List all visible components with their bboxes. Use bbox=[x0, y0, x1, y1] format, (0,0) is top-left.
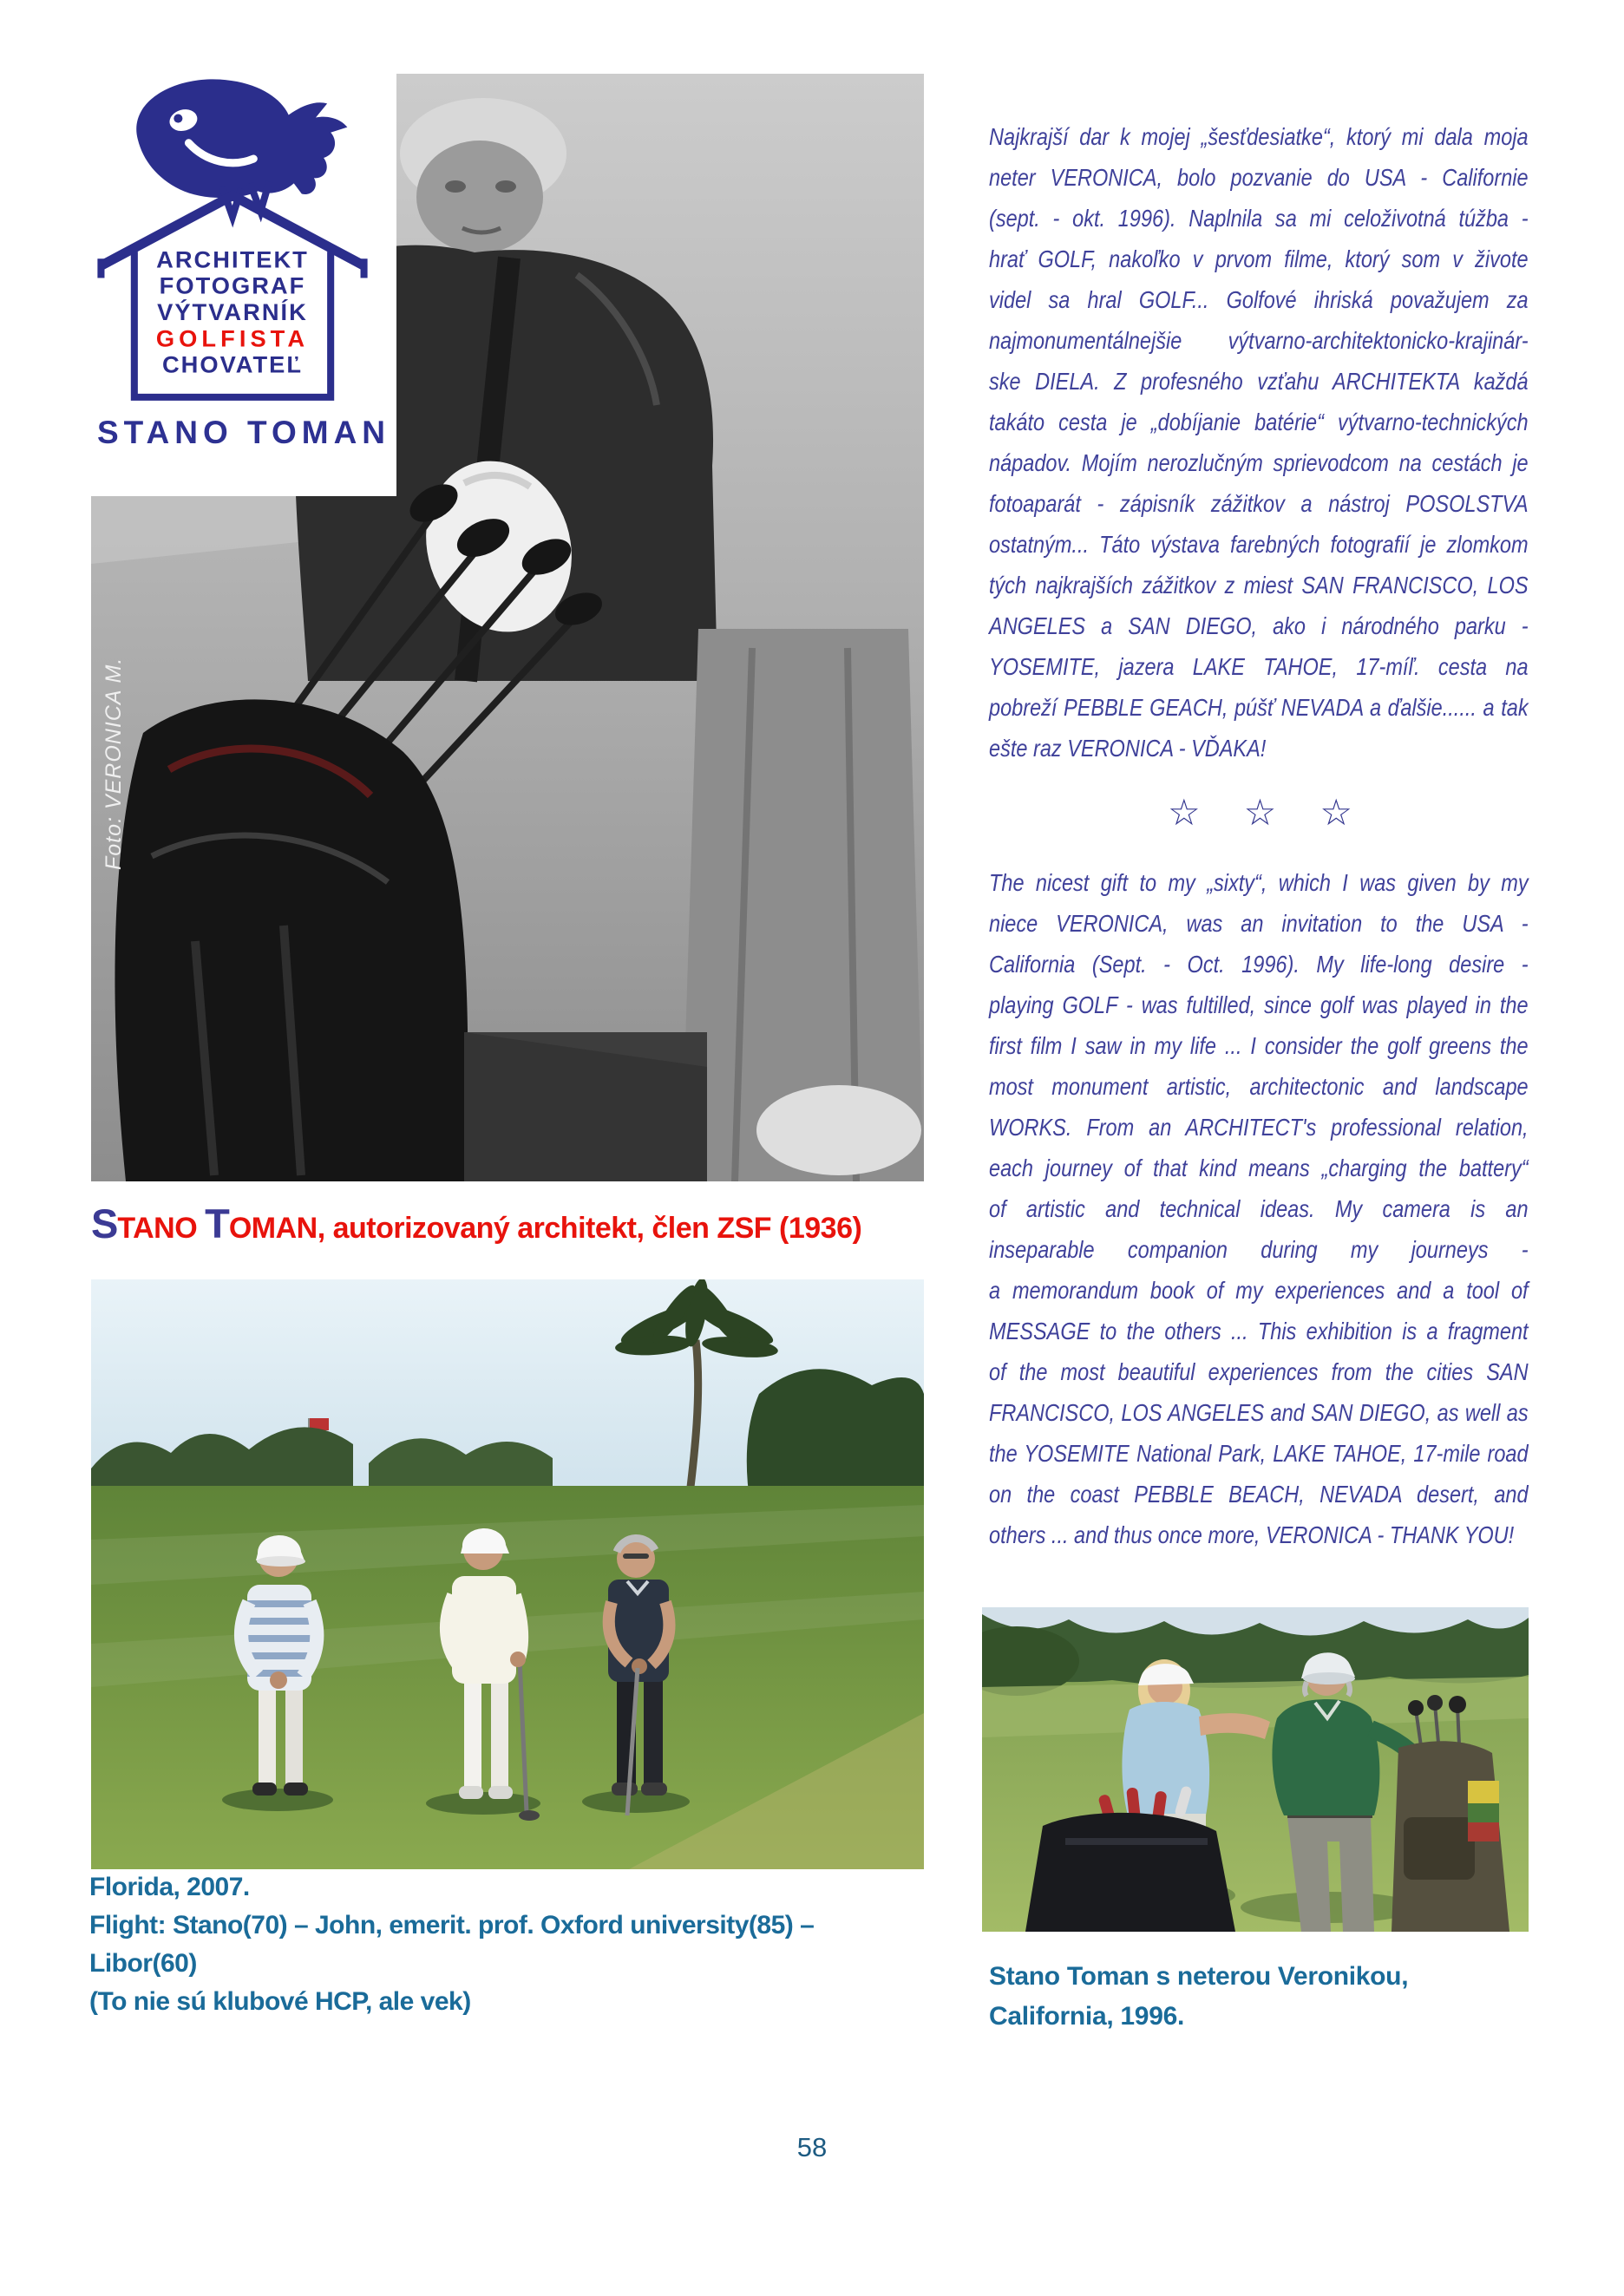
veronica-photo bbox=[982, 1607, 1529, 1932]
caption-florida bbox=[89, 1868, 914, 2021]
intro-paragraph-english bbox=[989, 862, 1529, 1555]
emblem-line: CHOVATEĽ bbox=[161, 350, 304, 378]
emblem-line: FOTOGRAF bbox=[159, 271, 306, 299]
text-line: playing GOLF - was fultilled, since golf was played in the bbox=[989, 991, 1529, 1018]
star-icon: ☆ bbox=[1243, 792, 1277, 833]
text-line: Stano Toman s neterou Veronikou, bbox=[989, 1962, 1409, 1991]
page-number: 58 bbox=[796, 2132, 828, 2162]
stano-toman-logo bbox=[92, 71, 373, 404]
text-line: niece VERONICA, was an invitation to the USA - bbox=[989, 910, 1529, 937]
text-line: California (Sept. - Oct. 1996). My life-long desire - bbox=[989, 951, 1529, 978]
text-line: ostatným... Táto výstava farebných fotografií je zlomkom bbox=[989, 531, 1529, 558]
text-line: ANGELES a SAN DIEGO, ako i národného parku - bbox=[989, 612, 1529, 639]
text-line: FRANCISCO, LOS ANGELES and SAN DIEGO, as well as bbox=[989, 1399, 1529, 1426]
text-line: najmonumentálnejšie výtvarno-architektonicko-krajinár- bbox=[989, 327, 1529, 354]
text-line: others ... and thus once more, VERONICA - THANK YOU! bbox=[989, 1521, 1515, 1548]
text-line: tých najkrajších zážitkov z miest SAN FRANCISCO, LOS bbox=[989, 572, 1529, 599]
text-line: videl sa hral GOLF... Golfové ihriská považujem za bbox=[989, 286, 1529, 313]
text-line: fotoaparát - zápisník zážitkov a nástroj POSOLSTVA bbox=[989, 490, 1529, 517]
text-line: of the most beautiful experiences from the cities SAN bbox=[989, 1358, 1529, 1385]
text-line: takáto cesta je „dobíjanie batérie“ výtvarno-technických bbox=[989, 409, 1529, 435]
caption-part: T bbox=[205, 1200, 229, 1246]
caption-part: OMAN, autorizovaný architekt, člen ZSF (1936) bbox=[228, 1212, 862, 1245]
emblem-line: VÝTVARNÍK bbox=[157, 298, 308, 325]
page-title: STANO TOMAN bbox=[97, 415, 391, 450]
caption-part: TANO bbox=[117, 1212, 206, 1245]
star-icon: ☆ bbox=[1320, 792, 1352, 833]
text-line: hrať GOLF, nakoľko v prvom filme, ktorý som v živote bbox=[989, 245, 1529, 272]
emblem-line: GOLFISTA bbox=[155, 324, 310, 352]
intro-paragraph-slovak bbox=[989, 116, 1529, 769]
star-icon: ☆ bbox=[1168, 792, 1201, 833]
veronica-photo-scene bbox=[982, 1607, 1529, 1932]
text-line: ešte raz VERONICA - VĎAKA! bbox=[989, 735, 1267, 762]
text-line: neter VERONICA, bolo pozvanie do USA - Californie bbox=[989, 164, 1529, 191]
text-line: first film I saw in my life ... I consider the golf greens the bbox=[989, 1032, 1529, 1059]
text-line: MESSAGE to the others ... This exhibition is a fragment bbox=[989, 1318, 1529, 1344]
text-line: each journey of that kind means „charging the battery“ bbox=[989, 1155, 1529, 1181]
caption-main bbox=[91, 1202, 924, 1256]
text-line: of artistic and technical ideas. My camera is an bbox=[989, 1195, 1529, 1222]
text-line: a memorandum book of my experiences and a tool of bbox=[989, 1277, 1529, 1304]
text-line: most monument artistic, architectonic and landscape bbox=[989, 1073, 1529, 1100]
text-line: The nicest gift to my „sixty“, which I was given by my bbox=[989, 869, 1529, 896]
text-line: inseparable companion during my journeys - bbox=[989, 1236, 1529, 1263]
text-line: Najkrajší dar k mojej „šesťdesiatke“, ktorý mi dala moja bbox=[989, 123, 1529, 150]
text-line: WORKS. From an ARCHITECT's professional relation, bbox=[989, 1114, 1529, 1141]
florida-golf-photo bbox=[91, 1279, 924, 1869]
text-line: Flight: Stano(70) – John, emerit. prof. Oxford university(85) – bbox=[89, 1911, 815, 1939]
text-line: ske DIELA. Z profesného vzťahu ARCHITEKTA každá bbox=[989, 368, 1529, 395]
photo-credit: Foto: VERONICA M. bbox=[102, 657, 126, 870]
text-line: Libor(60) bbox=[89, 1949, 197, 1978]
golf-bag bbox=[115, 699, 468, 1181]
text-line: the YOSEMITE National Park, LAKE TAHOE, 17-mile road bbox=[989, 1440, 1529, 1467]
text-line: Florida, 2007. bbox=[89, 1873, 250, 1901]
text-line: (sept. - okt. 1996). Naplnila sa mi celoživotná túžba - bbox=[989, 205, 1529, 232]
text-line: YOSEMITE, jazera LAKE TAHOE, 17-míľ. cesta na bbox=[989, 653, 1529, 680]
text-line: pobreží PEBBLE GEACH, púšť NEVADA a ďalšie...... a tak bbox=[989, 694, 1529, 721]
caption-part: S bbox=[91, 1200, 118, 1246]
golf-photo-scene bbox=[91, 1279, 924, 1869]
text-line: on the coast PEBBLE BEACH, NEVADA desert, and bbox=[989, 1481, 1529, 1508]
emblem-line: ARCHITEKT bbox=[156, 245, 309, 273]
text-line: California, 1996. bbox=[989, 2002, 1184, 2031]
caption-veronica bbox=[989, 1957, 1544, 2037]
text-line: (To nie sú klubové HCP, ale vek) bbox=[89, 1987, 471, 2016]
logo-emblem bbox=[92, 71, 373, 408]
text-line: nápadov. Mojím nerozlučným sprievodcom na cestách je bbox=[989, 449, 1529, 476]
star-divider bbox=[1168, 791, 1352, 834]
